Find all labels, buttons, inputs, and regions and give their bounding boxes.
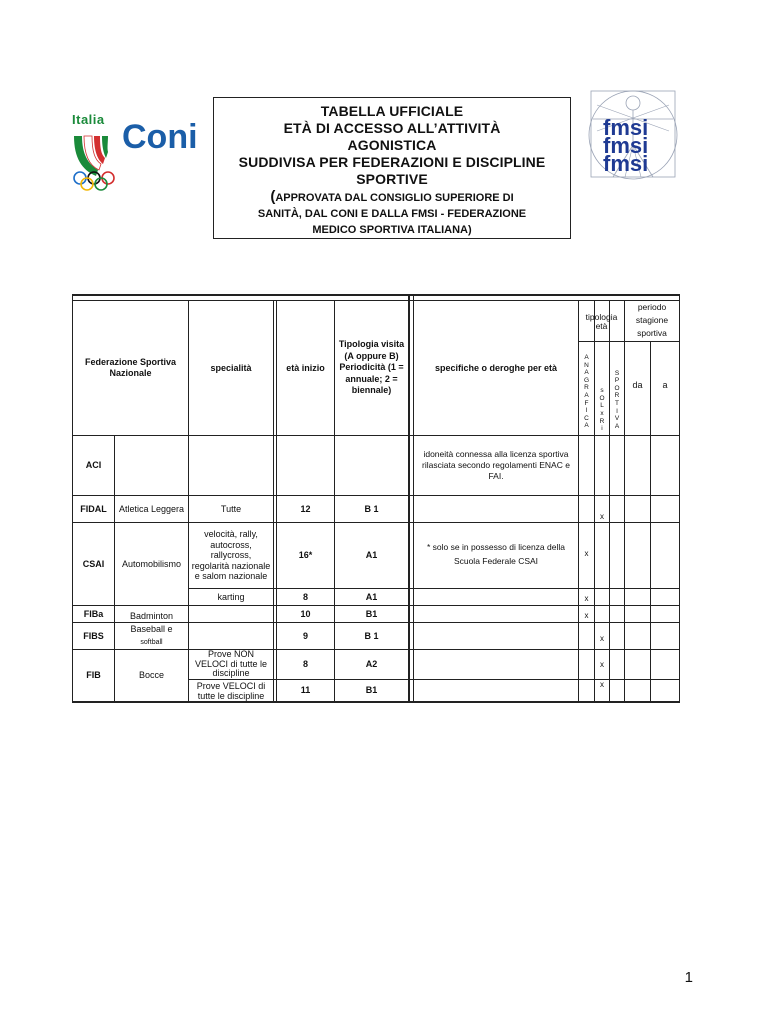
- row-fib2-mark: x: [600, 679, 604, 689]
- row-csai-note: * solo se in possesso di licenza della Scuola Federale CSAI: [427, 542, 565, 566]
- row-fib-discipline: Bocce: [138, 670, 164, 680]
- row-fiba-discipline: Badminton: [129, 610, 174, 621]
- header-tipologia-eta: tipologia età: [585, 311, 618, 331]
- header-anagrafica: A N A G R A F I C A: [583, 354, 590, 430]
- title-line-1: TABELLA UFFICIALE: [320, 103, 464, 119]
- row-fib1-specialita: Prove NON VELOCI di tutte le discipline: [194, 649, 268, 679]
- title-line-5: SPORTIVE: [356, 171, 428, 187]
- row-csai-discipline: Automobilismo: [121, 558, 182, 569]
- header-periodo: periodo stagione sportiva: [635, 301, 669, 338]
- header-specifiche: specifiche o deroghe per età: [434, 362, 558, 373]
- row-fibs-code: FIBS: [83, 630, 104, 641]
- row-aci-code: ACI: [85, 460, 102, 470]
- fmsi-wordmark-3: fmsi: [603, 151, 649, 176]
- page-number: 1: [684, 969, 693, 986]
- row-csai-code: CSAI: [82, 558, 105, 569]
- title-line-2: ETÀ DI ACCESSO ALL’ATTIVITÀ: [283, 120, 501, 136]
- row-fib1-mark: x: [600, 659, 604, 669]
- title-line-3: AGONISTICA: [347, 137, 437, 153]
- row-fibs-mark: x: [600, 633, 604, 643]
- row-fiba-eta: 10: [300, 608, 311, 619]
- row-csai-eta: 16*: [298, 550, 313, 560]
- header-federazione: Federazione Sportiva Nazionale: [84, 357, 177, 378]
- row-csai-mark: x: [584, 548, 589, 558]
- row-fidal-eta: 12: [300, 503, 311, 514]
- row-aci-note: idoneità connessa alla licenza sportiva rilasciata secondo regolamenti ENAC e FAI.: [422, 448, 570, 481]
- coni-wordmark: Coni: [122, 118, 198, 156]
- age-table: [72, 294, 680, 704]
- row-fib2-eta: 11: [300, 685, 311, 695]
- row-fidal-mark: x: [600, 511, 604, 521]
- fmsi-wordmark-2: fmsi: [603, 133, 649, 158]
- title-line-4: SUDDIVISA PER FEDERAZIONI E DISCIPLINE: [238, 154, 546, 170]
- header-a: a: [662, 379, 668, 390]
- row-karting-specialita: karting: [217, 591, 245, 602]
- row-csai-tipologia: A1: [365, 550, 378, 560]
- coni-italia-text: Italia: [72, 112, 105, 127]
- row-fidal-specialita: Tutte: [220, 503, 242, 514]
- row-karting-eta: 8: [302, 591, 308, 602]
- row-fib2-specialita: Prove VELOCI di tutte le discipline: [196, 680, 266, 701]
- row-fiba-tipologia: B1: [365, 608, 378, 619]
- row-fib2-tipologia: B1: [365, 685, 378, 695]
- row-csai-specialita: velocità, rally, autocross, rallycross, regolarità nazionale e salom nazionale: [191, 529, 271, 582]
- row-fidal-code: FIDAL: [80, 503, 107, 514]
- header-tipologia-visita: Tipologia visita (A oppure B) Periodicità (1 = annuale; 2 = biennale): [338, 339, 405, 396]
- row-fibs-discipline-1: Baseball e: [130, 623, 173, 634]
- row-fib1-eta: 8: [302, 659, 308, 669]
- header-specialita: specialità: [210, 362, 252, 373]
- row-fibs-discipline-2: softball: [140, 638, 163, 646]
- title-box: [213, 97, 571, 239]
- header-da: da: [632, 379, 643, 390]
- row-fib-code: FIB: [86, 670, 101, 680]
- subtitle-line-3: MEDICO SPORTIVA ITALIANA): [312, 224, 472, 236]
- row-fiba-mark: x: [584, 610, 589, 620]
- header-eta-inizio: età inizio: [286, 362, 325, 373]
- row-karting-mark: x: [584, 593, 589, 603]
- row-fidal-tipologia: B 1: [364, 503, 379, 514]
- row-fiba-code: FIBa: [83, 608, 104, 619]
- fmsi-logo: [583, 83, 695, 193]
- subtitle-line-2: SANITÀ, DAL CONI E DALLA FMSI - FEDERAZIONE: [257, 208, 527, 220]
- row-fib1-tipologia: A2: [365, 659, 378, 669]
- subtitle-paren: (: [270, 188, 276, 205]
- header-solari: s O L x R i: [599, 387, 605, 433]
- header-sportiva: S P O R T I V A: [614, 369, 620, 430]
- row-fibs-tipologia: B 1: [364, 630, 379, 641]
- fmsi-wordmark-1: fmsi: [603, 115, 649, 140]
- row-karting-tipologia: A1: [365, 591, 378, 602]
- row-fibs-eta: 9: [302, 630, 308, 641]
- row-fidal-discipline: Atletica Leggera: [118, 503, 185, 514]
- subtitle-line-1: APPROVATA DAL CONSIGLIO SUPERIORE DI: [275, 192, 514, 204]
